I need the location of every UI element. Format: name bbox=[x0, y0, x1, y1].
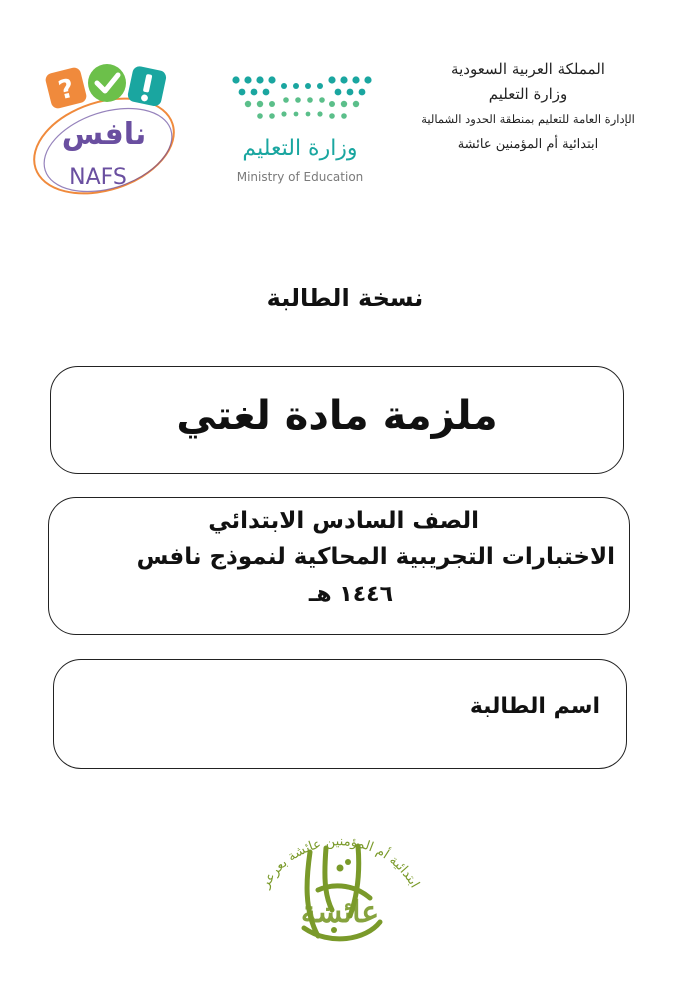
school-logo bbox=[240, 790, 440, 960]
education-administration-name: الإدارة العامة للتعليم بمنطقة الحدود الشمالية bbox=[421, 112, 635, 126]
ministry-dots-graphic bbox=[228, 74, 378, 126]
grade-text: الصف السادس الابتدائي bbox=[208, 508, 479, 534]
nafs-logo bbox=[26, 58, 186, 198]
nafs-english-text: NAFS bbox=[69, 165, 127, 190]
exams-text: الاختبارات التجريبية المحاكية لنموذج نافس bbox=[136, 544, 615, 570]
student-name-label: اسم الطالبة bbox=[469, 694, 600, 719]
student-copy-title: نسخة الطالبة bbox=[266, 284, 424, 312]
kingdom-name: المملكة العربية السعودية bbox=[451, 60, 605, 78]
school-name: ابتدائية أم المؤمنين عائشة bbox=[457, 136, 599, 152]
svg-text:ابتدائية أم المؤمنين عائشة بعر bbox=[258, 834, 422, 891]
nafs-arabic-text: نافس bbox=[61, 117, 147, 152]
school-logo-arc-text: ابتدائية أم المؤمنين عائشة بعرعر bbox=[258, 834, 422, 891]
ministry-of-education-logo bbox=[220, 70, 385, 190]
subject-box bbox=[50, 366, 624, 474]
subject-title: ملزمة مادة لغتي bbox=[176, 393, 498, 439]
svg-text:?: ? bbox=[55, 73, 78, 107]
school-logo-center-text: عائشة bbox=[300, 895, 380, 930]
student-name-box[interactable] bbox=[53, 659, 627, 769]
administration-header bbox=[398, 62, 658, 192]
info-box bbox=[48, 497, 630, 635]
ministry-arabic-name: وزارة التعليم bbox=[242, 136, 358, 161]
ministry-english-name: Ministry of Education bbox=[236, 170, 364, 184]
ministry-name: وزارة التعليم bbox=[488, 85, 568, 103]
year-text: ١٤٤٦ هـ bbox=[308, 582, 393, 607]
